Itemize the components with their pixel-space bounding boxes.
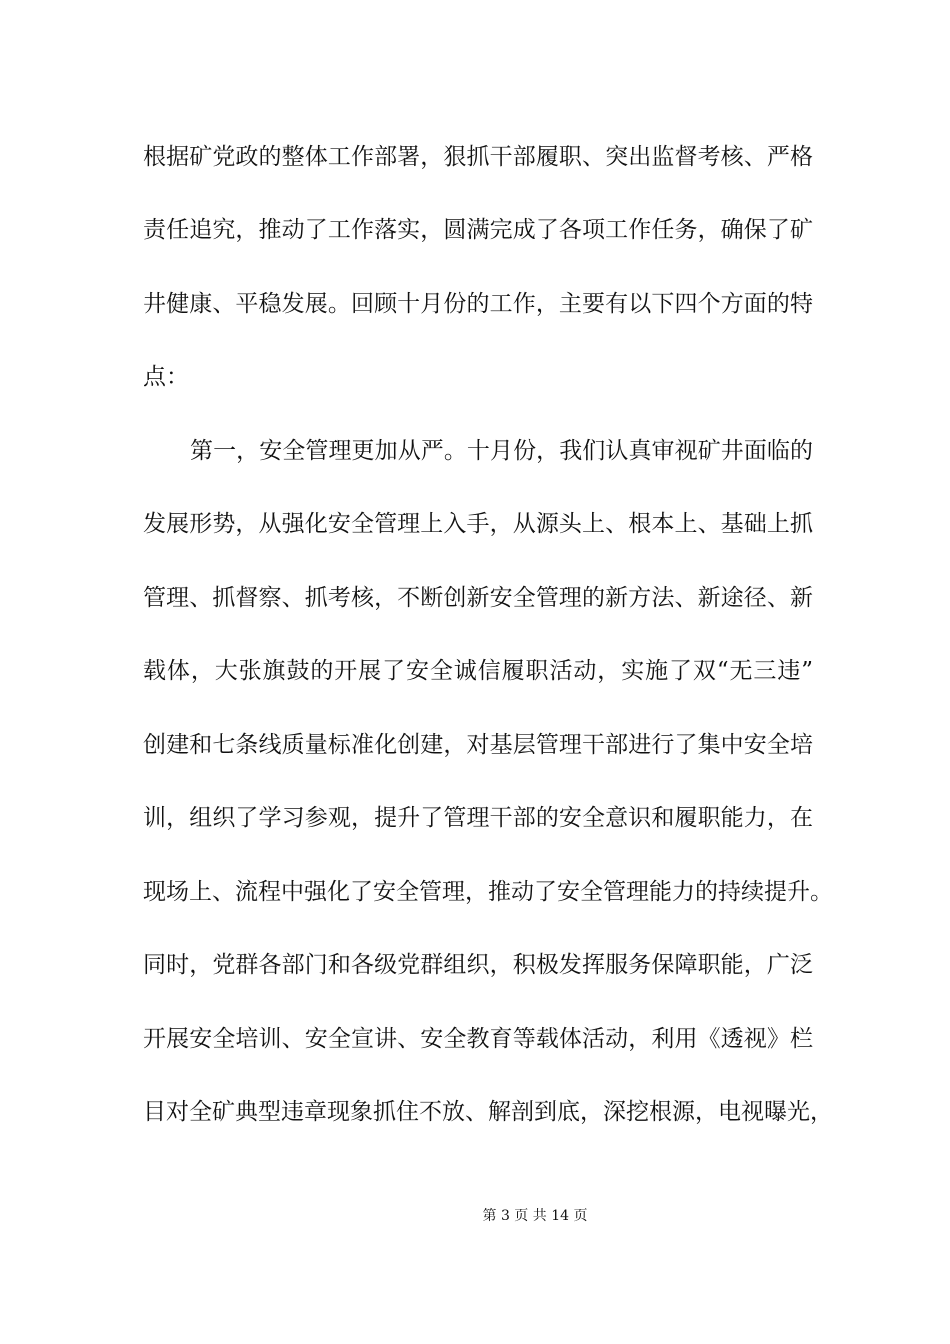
text-line: 载体，大张旗鼓的开展了安全诚信履职活动，实施了双“无三违” <box>143 658 813 684</box>
text-line: 同时，党群各部门和各级党群组织，积极发挥服务保障职能，广泛 <box>143 952 813 978</box>
page-number-footer: 第 3 页 共 14 页 <box>482 1208 588 1224</box>
text-line: 点： <box>143 364 189 390</box>
text-line: 根据矿党政的整体工作部署，狠抓干部履职、突出监督考核、严格 <box>143 144 813 170</box>
text-line: 训，组织了学习参观，提升了管理干部的安全意识和履职能力，在 <box>143 805 813 831</box>
text-line: 责任追究，推动了工作落实，圆满完成了各项工作任务，确保了矿 <box>143 217 813 243</box>
text-line: 井健康、平稳发展。回顾十月份的工作，主要有以下四个方面的特 <box>143 291 813 317</box>
text-line: 目对全矿典型违章现象抓住不放、解剖到底，深挖根源，电视曝光， <box>143 1099 833 1125</box>
text-line: 开展安全培训、安全宣讲、安全教育等载体活动，利用《透视》栏 <box>143 1026 813 1052</box>
text-line: 发展形势，从强化安全管理上入手，从源头上、根本上、基础上抓 <box>143 511 813 537</box>
text-line: 现场上、流程中强化了安全管理，推动了安全管理能力的持续提升。 <box>143 879 833 905</box>
text-line: 第一，安全管理更加从严。十月份，我们认真审视矿井面临的 <box>190 438 813 464</box>
text-line: 管理、抓督察、抓考核，不断创新安全管理的新方法、新途径、新 <box>143 585 813 611</box>
text-line: 创建和七条线质量标准化创建，对基层管理干部进行了集中安全培 <box>143 732 813 758</box>
